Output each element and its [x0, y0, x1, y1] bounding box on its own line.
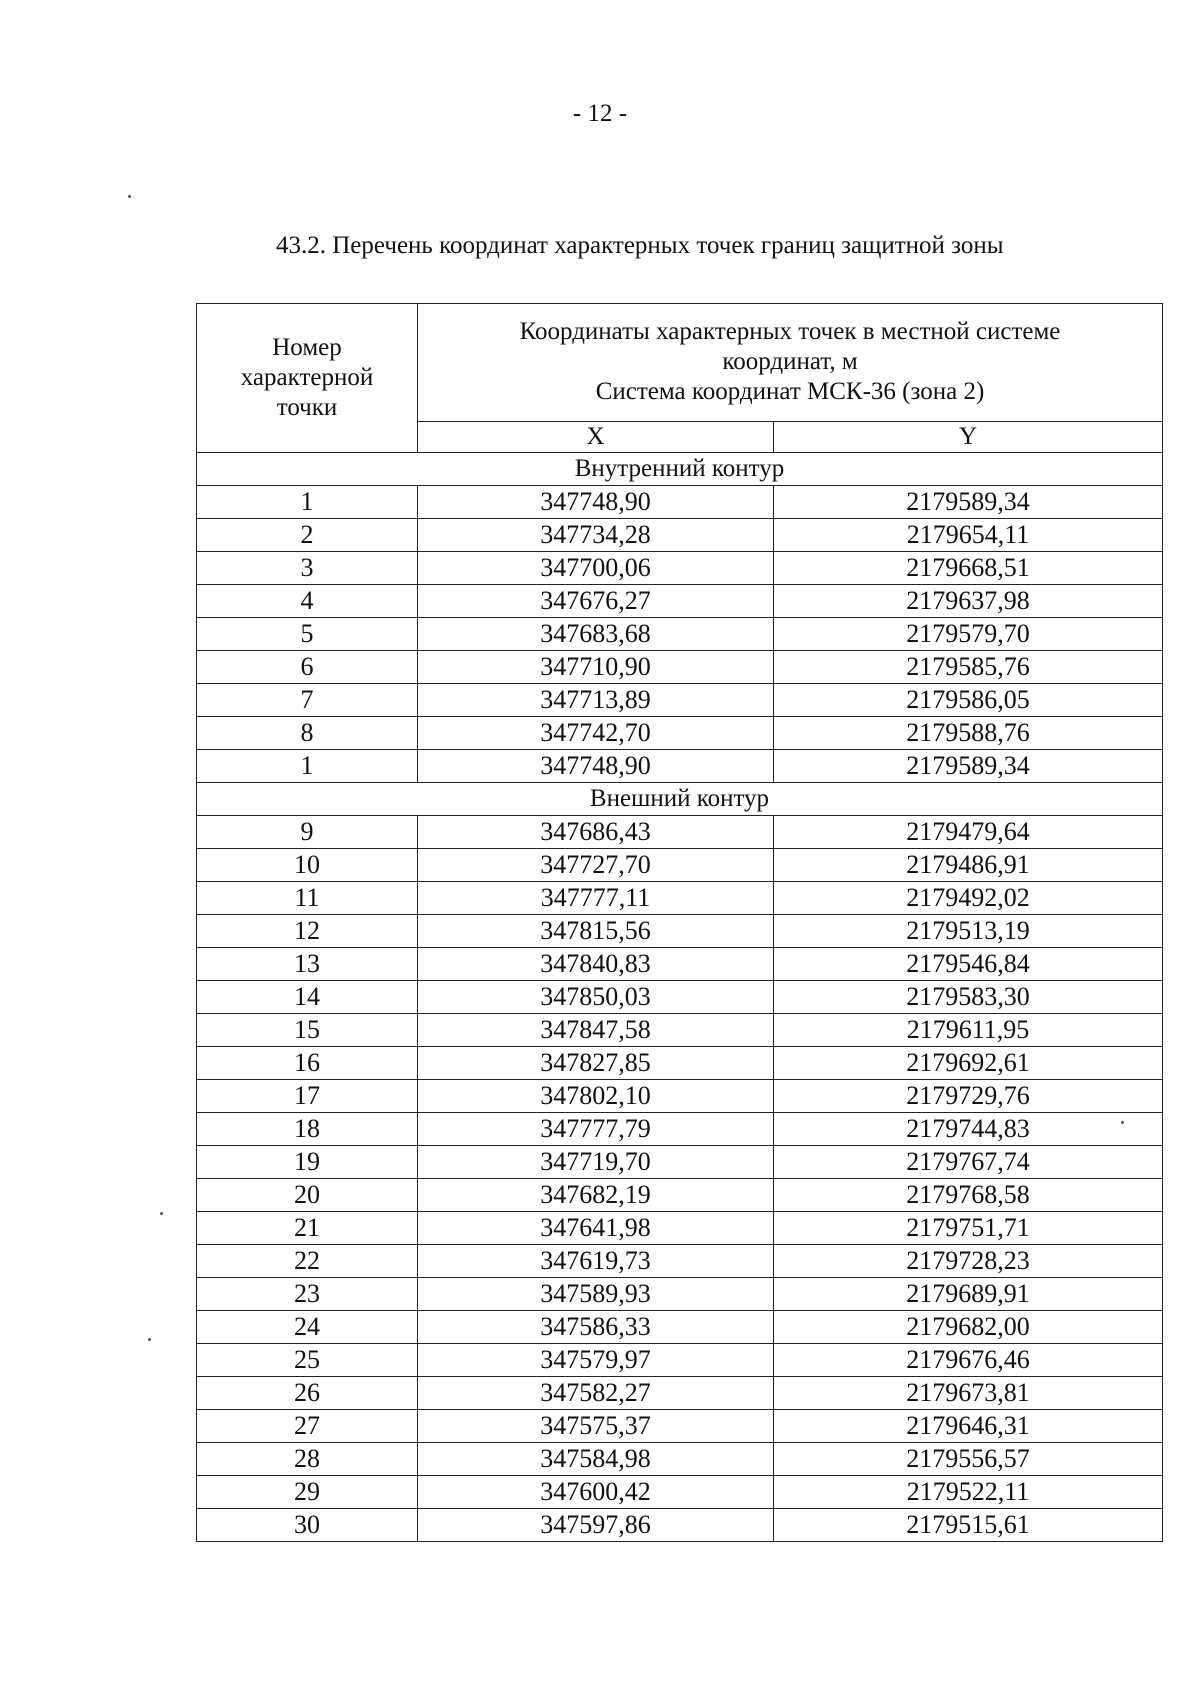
coordinates-header [418, 304, 1163, 422]
point-number-cell: 13 [197, 948, 418, 981]
table-row [197, 486, 1163, 519]
y-coordinate-cell: 2179588,76 [774, 717, 1163, 750]
scan-speck [160, 1212, 163, 1215]
x-column-header: X [418, 421, 774, 452]
point-number-cell: 17 [197, 1080, 418, 1113]
y-coordinate-cell: 2179556,57 [774, 1443, 1163, 1476]
table-row [197, 585, 1163, 618]
x-coordinate-cell: 347719,70 [418, 1146, 774, 1179]
point-number-header-line: точки [276, 394, 338, 421]
x-coordinate-cell: 347641,98 [418, 1212, 774, 1245]
point-number-cell: 12 [197, 915, 418, 948]
point-number-cell: 1 [197, 750, 418, 783]
scan-speck [148, 1338, 151, 1341]
y-coordinate-cell: 2179589,34 [774, 486, 1163, 519]
point-number-cell: 30 [197, 1509, 418, 1542]
x-coordinate-cell: 347575,37 [418, 1410, 774, 1443]
y-coordinate-cell: 2179492,02 [774, 882, 1163, 915]
point-number-cell: 25 [197, 1344, 418, 1377]
point-number-cell: 1 [197, 486, 418, 519]
x-coordinate-cell: 347727,70 [418, 849, 774, 882]
y-coordinate-cell: 2179768,58 [774, 1179, 1163, 1212]
table-row [197, 717, 1163, 750]
y-coordinate-cell: 2179676,46 [774, 1344, 1163, 1377]
y-coordinate-cell: 2179728,23 [774, 1245, 1163, 1278]
coordinates-table [196, 303, 1163, 1542]
x-coordinate-cell: 347597,86 [418, 1509, 774, 1542]
table-row [197, 1377, 1163, 1410]
y-coordinate-cell: 2179654,11 [774, 519, 1163, 552]
table-row [197, 882, 1163, 915]
table-row [197, 1311, 1163, 1344]
table-row [197, 1146, 1163, 1179]
table-row [197, 519, 1163, 552]
section-header-row [197, 783, 1163, 816]
document-heading: 43.2. Перечень координат характерных точек границ защитной зоны [276, 232, 1004, 259]
point-number-cell: 11 [197, 882, 418, 915]
table-row [197, 684, 1163, 717]
point-number-header-line: характерной [240, 364, 374, 391]
y-coordinate-cell: 2179668,51 [774, 552, 1163, 585]
y-coordinate-cell: 2179579,70 [774, 618, 1163, 651]
table-row [197, 1476, 1163, 1509]
section-title: Внутренний контур [197, 453, 1163, 486]
table-row [197, 1410, 1163, 1443]
point-number-cell: 5 [197, 618, 418, 651]
y-coordinate-cell: 2179513,19 [774, 915, 1163, 948]
point-number-cell: 24 [197, 1311, 418, 1344]
point-number-cell: 20 [197, 1179, 418, 1212]
x-coordinate-cell: 347586,33 [418, 1311, 774, 1344]
point-number-cell: 23 [197, 1278, 418, 1311]
y-coordinate-cell: 2179546,84 [774, 948, 1163, 981]
point-number-cell: 10 [197, 849, 418, 882]
table-row [197, 816, 1163, 849]
table-row [197, 1113, 1163, 1146]
point-number-cell: 9 [197, 816, 418, 849]
x-coordinate-cell: 347713,89 [418, 684, 774, 717]
point-number-cell: 7 [197, 684, 418, 717]
section-header-row [197, 453, 1163, 486]
point-number-cell: 16 [197, 1047, 418, 1080]
y-coordinate-cell: 2179646,31 [774, 1410, 1163, 1443]
x-coordinate-cell: 347802,10 [418, 1080, 774, 1113]
point-number-cell: 18 [197, 1113, 418, 1146]
point-number-cell: 15 [197, 1014, 418, 1047]
x-coordinate-cell: 347683,68 [418, 618, 774, 651]
x-coordinate-cell: 347777,79 [418, 1113, 774, 1146]
point-number-cell: 3 [197, 552, 418, 585]
table-row [197, 1443, 1163, 1476]
x-coordinate-cell: 347686,43 [418, 816, 774, 849]
y-coordinate-cell: 2179673,81 [774, 1377, 1163, 1410]
table-row [197, 1047, 1163, 1080]
x-coordinate-cell: 347619,73 [418, 1245, 774, 1278]
x-coordinate-cell: 347815,56 [418, 915, 774, 948]
section-title: Внешний контур [197, 783, 1163, 816]
table-row [197, 1245, 1163, 1278]
table-row [197, 948, 1163, 981]
x-coordinate-cell: 347579,97 [418, 1344, 774, 1377]
table-row [197, 1509, 1163, 1542]
table-row [197, 849, 1163, 882]
point-number-cell: 2 [197, 519, 418, 552]
y-column-header: Y [774, 421, 1163, 452]
scan-speck [1121, 1121, 1124, 1124]
point-number-cell: 21 [197, 1212, 418, 1245]
coordinates-table-body [197, 304, 1163, 1542]
x-coordinate-cell: 347840,83 [418, 948, 774, 981]
y-coordinate-cell: 2179611,95 [774, 1014, 1163, 1047]
y-coordinate-cell: 2179583,30 [774, 981, 1163, 1014]
table-row [197, 1212, 1163, 1245]
x-coordinate-cell: 347734,28 [418, 519, 774, 552]
table-row [197, 651, 1163, 684]
x-coordinate-cell: 347676,27 [418, 585, 774, 618]
y-coordinate-cell: 2179586,05 [774, 684, 1163, 717]
coordinates-header-line: координат, м [722, 348, 858, 376]
point-number-cell: 29 [197, 1476, 418, 1509]
coordinates-header-line: Координаты характерных точек в местной системе [519, 318, 1061, 346]
point-number-cell: 14 [197, 981, 418, 1014]
point-number-cell: 4 [197, 585, 418, 618]
y-coordinate-cell: 2179585,76 [774, 651, 1163, 684]
point-number-cell: 6 [197, 651, 418, 684]
table-row [197, 552, 1163, 585]
x-coordinate-cell: 347827,85 [418, 1047, 774, 1080]
point-number-cell: 28 [197, 1443, 418, 1476]
x-coordinate-cell: 347850,03 [418, 981, 774, 1014]
y-coordinate-cell: 2179479,64 [774, 816, 1163, 849]
table-row [197, 1344, 1163, 1377]
x-coordinate-cell: 347847,58 [418, 1014, 774, 1047]
point-number-cell: 26 [197, 1377, 418, 1410]
page-number: - 12 - [572, 100, 628, 127]
x-coordinate-cell: 347600,42 [418, 1476, 774, 1509]
x-coordinate-cell: 347700,06 [418, 552, 774, 585]
y-coordinate-cell: 2179729,76 [774, 1080, 1163, 1113]
point-number-cell: 8 [197, 717, 418, 750]
y-coordinate-cell: 2179589,34 [774, 750, 1163, 783]
x-coordinate-cell: 347582,27 [418, 1377, 774, 1410]
point-number-cell: 27 [197, 1410, 418, 1443]
x-coordinate-cell: 347682,19 [418, 1179, 774, 1212]
table-row [197, 1278, 1163, 1311]
x-coordinate-cell: 347710,90 [418, 651, 774, 684]
x-coordinate-cell: 347748,90 [418, 750, 774, 783]
y-coordinate-cell: 2179692,61 [774, 1047, 1163, 1080]
y-coordinate-cell: 2179767,74 [774, 1146, 1163, 1179]
y-coordinate-cell: 2179637,98 [774, 585, 1163, 618]
y-coordinate-cell: 2179744,83 [774, 1113, 1163, 1146]
point-number-cell: 19 [197, 1146, 418, 1179]
y-coordinate-cell: 2179751,71 [774, 1212, 1163, 1245]
y-coordinate-cell: 2179689,91 [774, 1278, 1163, 1311]
y-coordinate-cell: 2179682,00 [774, 1311, 1163, 1344]
table-row [197, 1179, 1163, 1212]
table-row [197, 750, 1163, 783]
y-coordinate-cell: 2179522,11 [774, 1476, 1163, 1509]
y-coordinate-cell: 2179515,61 [774, 1509, 1163, 1542]
table-row [197, 981, 1163, 1014]
scan-speck [128, 195, 131, 198]
coordinates-header-line: Система координат МСК-36 (зона 2) [595, 378, 985, 406]
table-header-row [197, 304, 1163, 422]
table-row [197, 1080, 1163, 1113]
x-coordinate-cell: 347589,93 [418, 1278, 774, 1311]
point-number-header-line: Номер [272, 334, 342, 361]
x-coordinate-cell: 347742,70 [418, 717, 774, 750]
point-number-cell: 22 [197, 1245, 418, 1278]
y-coordinate-cell: 2179486,91 [774, 849, 1163, 882]
table-row [197, 915, 1163, 948]
x-coordinate-cell: 347584,98 [418, 1443, 774, 1476]
x-coordinate-cell: 347777,11 [418, 882, 774, 915]
point-number-header [197, 304, 418, 453]
x-coordinate-cell: 347748,90 [418, 486, 774, 519]
table-row [197, 618, 1163, 651]
table-row [197, 1014, 1163, 1047]
